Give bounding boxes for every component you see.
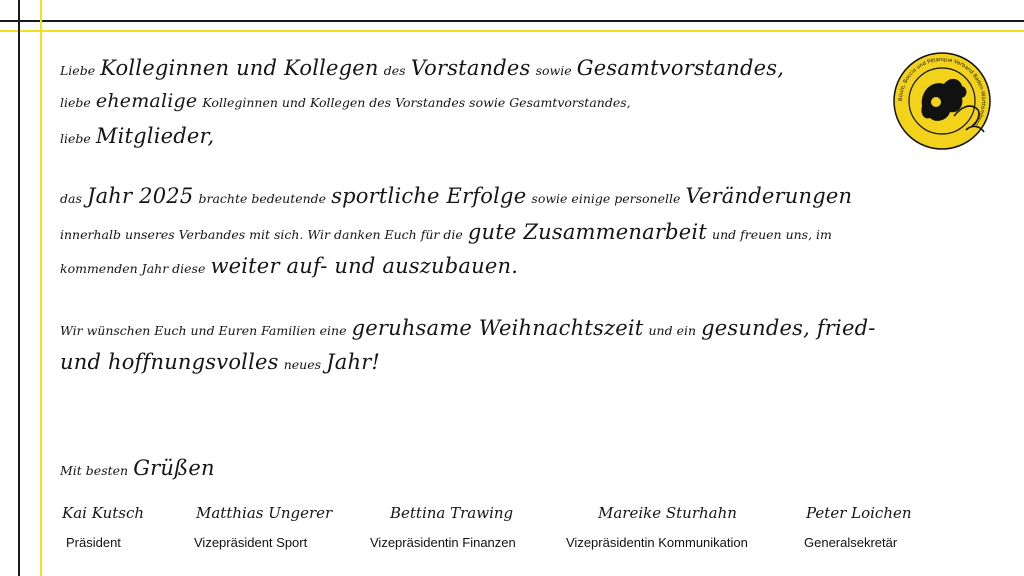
signatory-role: Vizepräsidentin Kommunikation (566, 535, 748, 550)
left-black-line (18, 0, 20, 576)
body-p2-line-2 (60, 220, 832, 244)
text: und freuen uns, im (712, 227, 832, 242)
signatory-role: Präsident (66, 535, 121, 550)
text: brachte bedeutende (198, 191, 327, 206)
text: und ein (648, 323, 697, 338)
text: sowie (535, 63, 572, 78)
text: weiter auf- und auszubauen. (210, 254, 519, 278)
text: Veränderungen (685, 184, 853, 208)
text: Jahr 2025 (86, 184, 194, 208)
signatory-role: Vizepräsident Sport (194, 535, 308, 550)
signatory-name: Matthias Ungerer (196, 504, 333, 522)
body-p3-line-2 (60, 350, 380, 374)
greeting-line-2 (60, 90, 631, 112)
text: Grüßen (133, 456, 215, 480)
text: Kolleginnen und Kollegen des Vorstandes sowie Gesamtvorstandes, (202, 95, 631, 110)
text: sowie einige personelle (531, 191, 681, 206)
text: neues (283, 357, 322, 372)
body-p2-line-3 (60, 254, 518, 278)
text: gute Zusammenarbeit (467, 220, 707, 244)
text: Kolleginnen und Kollegen (100, 56, 379, 80)
logo-ring-text: Boule, Boccia und Pétanque Verband Baden-Württemberg (897, 56, 987, 127)
body-p3-line-1 (60, 316, 876, 340)
top-yellow-line (0, 30, 1024, 32)
text: und hoffnungsvolles (60, 350, 279, 374)
signatory-name: Peter Loichen (806, 504, 912, 522)
text: Vorstandes (410, 56, 531, 80)
text: liebe (60, 95, 91, 110)
text: ehemalige (95, 90, 198, 112)
closing (60, 456, 215, 480)
greeting-line-3 (60, 124, 214, 148)
body-p2-line-1 (60, 184, 852, 208)
text: sportliche Erfolge (331, 184, 527, 208)
text: innerhalb unseres Verbandes mit sich. Wir danken Euch für die (60, 227, 463, 242)
text: das (60, 191, 82, 206)
greeting-line-1 (60, 56, 784, 80)
text: gesundes, fried- (701, 316, 876, 340)
signatory-name: Mareike Sturhahn (598, 504, 737, 522)
text: Wir wünschen Euch und Euren Familien eine (60, 323, 347, 338)
signatory-role: Generalsekretär (804, 535, 898, 550)
top-black-line (0, 20, 1024, 22)
left-yellow-line (40, 0, 42, 576)
text: Liebe (60, 63, 96, 78)
text: liebe (60, 131, 91, 146)
text: geruhsame Weihnachtszeit (351, 316, 644, 340)
text: Mit besten (60, 463, 129, 478)
federation-logo (892, 46, 992, 156)
text: kommenden Jahr diese (60, 261, 206, 276)
boule-ball-icon (931, 97, 941, 107)
signatory-role: Vizepräsidentin Finanzen (370, 535, 516, 550)
text: Mitglieder, (95, 124, 215, 148)
text: Gesamtvorstandes, (576, 56, 785, 80)
signatory-name: Kai Kutsch (62, 504, 145, 522)
text: des (383, 63, 406, 78)
text: Jahr! (326, 350, 381, 374)
signatory-name: Bettina Trawing (390, 504, 514, 522)
